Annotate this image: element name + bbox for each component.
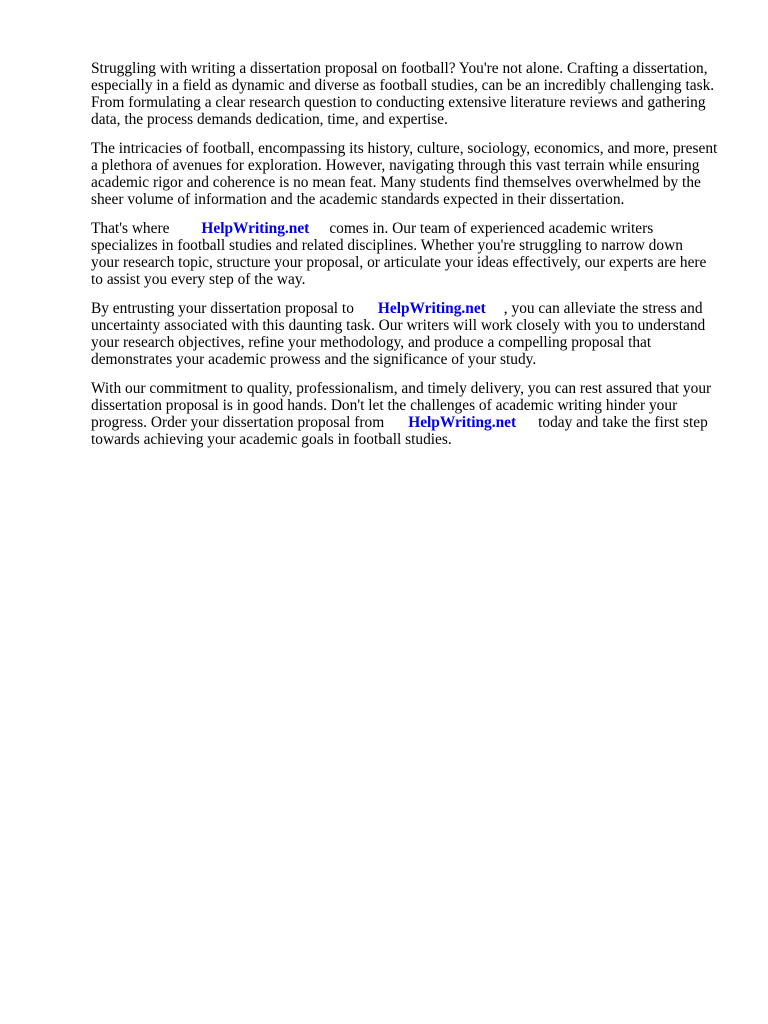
text-line: especially in a field as dynamic and diverse as football studies, can be an incredibly challenging task. (91, 77, 715, 94)
text-fragment: That's where (91, 220, 170, 237)
text-line: From formulating a clear research question to conducting extensive literature reviews and gathering (91, 94, 706, 111)
paragraph-intricacies (91, 140, 731, 208)
paragraph-thats-where (91, 220, 731, 288)
text-line: Struggling with writing a dissertation proposal on football? You're not alone. Crafting a dissertation, (91, 60, 708, 77)
text-line: data, the process demands dedication, time, and expertise. (91, 111, 448, 128)
paragraph-entrusting (91, 300, 731, 368)
helpwriting-link[interactable]: HelpWriting.net (377, 300, 486, 317)
paragraph-intro (91, 60, 731, 128)
helpwriting-link[interactable]: HelpWriting.net (408, 414, 517, 431)
text-fragment: comes in. Our team of experienced academic writers (329, 220, 654, 237)
text-line: demonstrates your academic prowess and the significance of your study. (91, 351, 537, 368)
text-fragment: today and take the first step (538, 414, 708, 431)
text-line: towards achieving your academic goals in football studies. (91, 431, 452, 448)
text-fragment: By entrusting your dissertation proposal to (91, 300, 354, 317)
text-line: With our commitment to quality, professionalism, and timely delivery, you can rest assured that your (91, 380, 712, 397)
text-fragment: , you can alleviate the stress and (503, 300, 703, 317)
paragraph-commitment (91, 380, 731, 448)
text-line: specializes in football studies and related disciplines. Whether you're struggling to narrow down (91, 237, 683, 254)
text-line: The intricacies of football, encompassing its history, culture, sociology, economics, and more, present (91, 140, 718, 157)
text-line (91, 220, 731, 237)
text-line: your research topic, structure your proposal, or articulate your ideas effectively, our experts are here (91, 254, 707, 271)
document-body (91, 60, 731, 460)
text-line: dissertation proposal is in good hands. Don't let the challenges of academic writing hinder your (91, 397, 678, 414)
helpwriting-link[interactable]: HelpWriting.net (201, 220, 310, 237)
text-line: uncertainty associated with this daunting task. Our writers will work closely with you to understand (91, 317, 706, 334)
text-line: academic rigor and coherence is no mean feat. Many students find themselves overwhelmed by the (91, 174, 701, 191)
text-line (91, 300, 731, 317)
text-line: to assist you every step of the way. (91, 271, 306, 288)
text-line (91, 414, 731, 431)
text-line: a plethora of avenues for exploration. However, navigating through this vast terrain while ensuring (91, 157, 700, 174)
text-line: sheer volume of information and the academic standards expected in their dissertation. (91, 191, 625, 208)
text-line: your research objectives, refine your methodology, and produce a compelling proposal that (91, 334, 652, 351)
text-fragment: progress. Order your dissertation proposal from (91, 414, 385, 431)
